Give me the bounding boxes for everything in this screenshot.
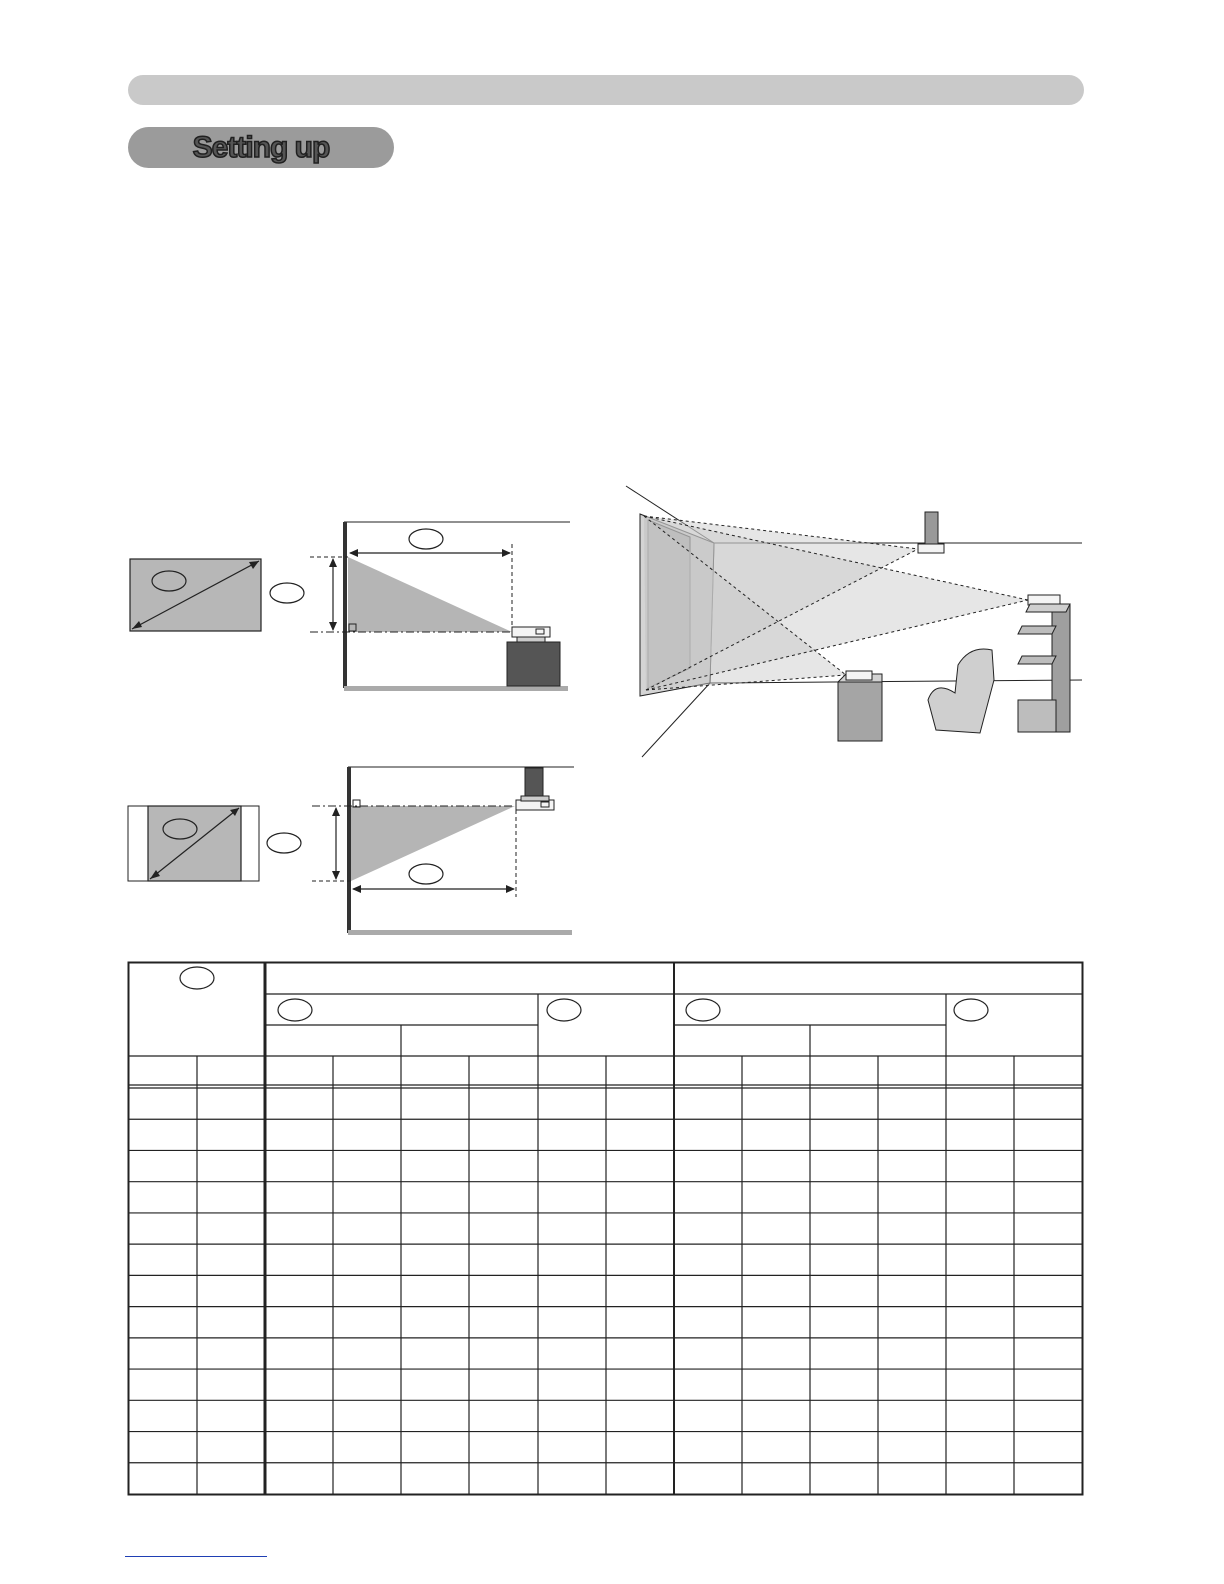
callout-marker: [409, 864, 443, 884]
floor-table: [838, 671, 882, 741]
projection-beam: [351, 806, 515, 881]
projection-distance-table: [128, 963, 1083, 1495]
callout-marker: [270, 583, 304, 603]
section-title: Setting up: [192, 131, 330, 164]
projection-beam: [348, 557, 512, 632]
callout-marker: [278, 999, 312, 1021]
ceiling-mount: [925, 512, 938, 545]
chair: [928, 649, 994, 733]
footer-link[interactable]: [125, 1556, 267, 1557]
shelf: [1018, 604, 1070, 732]
side-view-ceiling: [312, 767, 574, 935]
room-perspective: [626, 486, 1082, 757]
ceiling-mount: [525, 768, 543, 798]
screen-diagram-ceiling: [128, 806, 301, 881]
projector-table: [507, 642, 560, 686]
callout-marker: [686, 999, 720, 1021]
projector: [918, 544, 944, 553]
callout-marker: [267, 833, 301, 853]
projector: [846, 671, 872, 680]
callout-marker: [409, 529, 443, 549]
callout-marker: [954, 999, 988, 1021]
callout-marker: [180, 967, 214, 989]
side-view-floor: [310, 522, 570, 691]
callout-marker: [547, 999, 581, 1021]
screen-diagram-floor: [130, 559, 304, 631]
